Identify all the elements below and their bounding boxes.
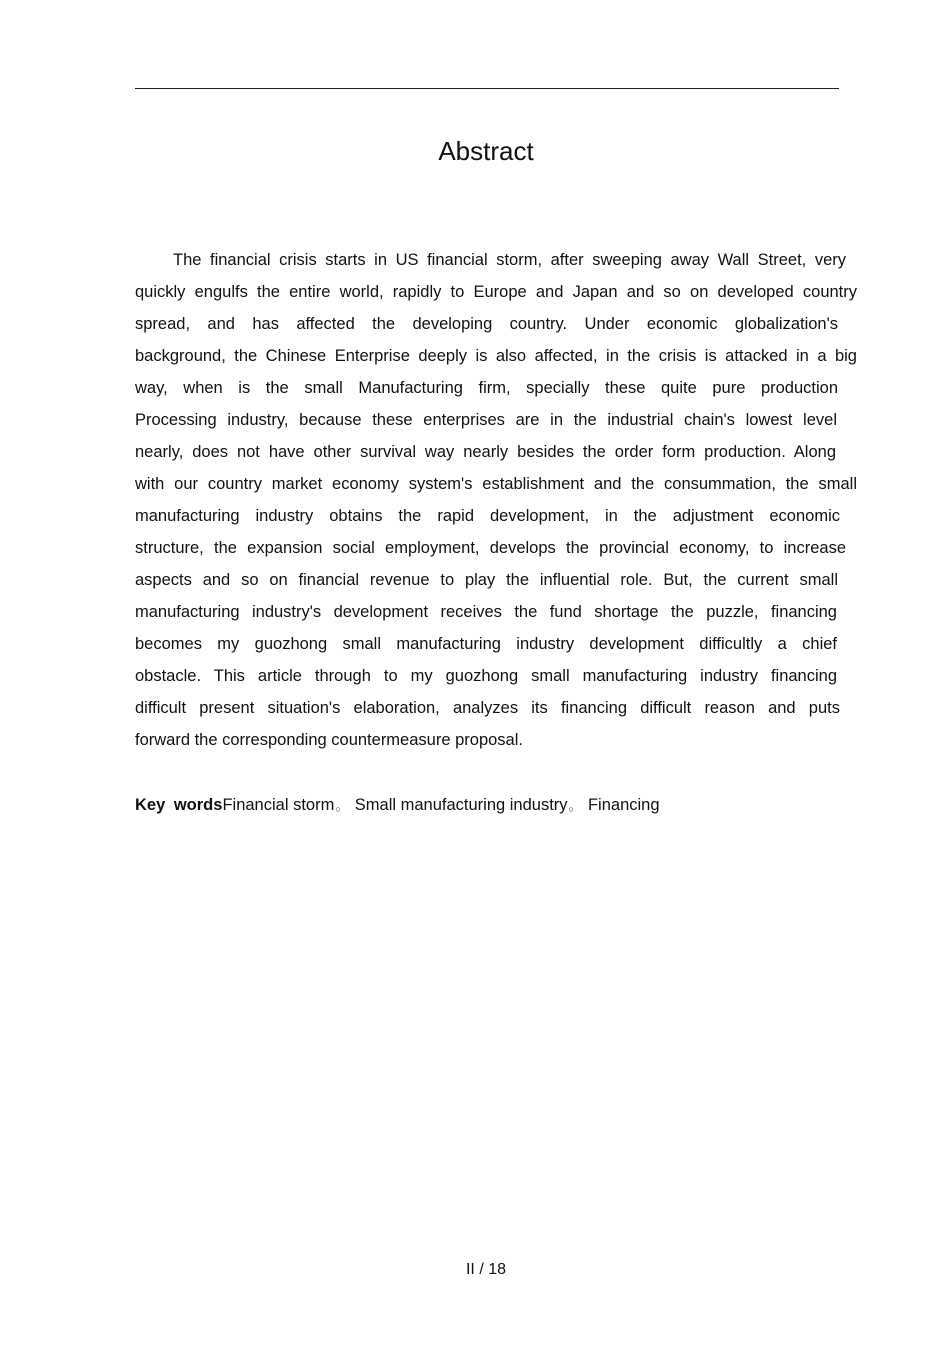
page-title: Abstract [438, 136, 534, 166]
abstract-line: nearly, does not have other survival way nearly besides the order form production. Along [135, 443, 836, 461]
abstract-line: aspects and so on financial revenue to play the influential role. But, the current small [135, 571, 838, 589]
keyword-item: Financing [587, 796, 660, 814]
abstract-line: difficult present situation's elaboration, analyzes its financing difficult reason and puts [135, 699, 840, 717]
keywords-line [135, 792, 660, 822]
page-number: II / 18 [465, 1261, 507, 1278]
abstract-line: with our country market economy system's establishment and the consummation, the small [135, 475, 857, 493]
keyword-separator: ○ [335, 804, 341, 814]
abstract-line: manufacturing industry obtains the rapid development, in the adjustment economic [135, 507, 840, 525]
abstract-line: becomes my guozhong small manufacturing industry development difficultly a chief [135, 635, 837, 653]
abstract-line: background, the Chinese Enterprise deeply is also affected, in the crisis is attacked in a big [135, 347, 857, 365]
abstract-line: The financial crisis starts in US financial storm, after sweeping away Wall Street, very [173, 251, 846, 269]
abstract-line: obstacle. This article through to my guozhong small manufacturing industry financing [135, 667, 837, 685]
abstract-line: spread, and has affected the developing country. Under economic globalization's [135, 315, 838, 333]
abstract-line: quickly engulfs the entire world, rapidly to Europe and Japan and so on developed country [135, 283, 857, 301]
keyword-separator: ○ [568, 804, 574, 814]
keywords-label: Key words [135, 796, 223, 814]
keyword-item: Small manufacturing industry [354, 796, 568, 814]
abstract-line: forward the corresponding countermeasure proposal. [135, 731, 523, 749]
header-rule [135, 88, 839, 89]
abstract-line: Processing industry, because these enterprises are in the industrial chain's lowest level [135, 411, 837, 429]
abstract-line: way, when is the small Manufacturing firm, specially these quite pure production [135, 379, 838, 397]
abstract-body [135, 244, 857, 756]
abstract-line: structure, the expansion social employment, develops the provincial economy, to increase [135, 539, 846, 557]
keyword-item: Financial storm [222, 796, 335, 814]
abstract-line: manufacturing industry's development receives the fund shortage the puzzle, financing [135, 603, 837, 621]
